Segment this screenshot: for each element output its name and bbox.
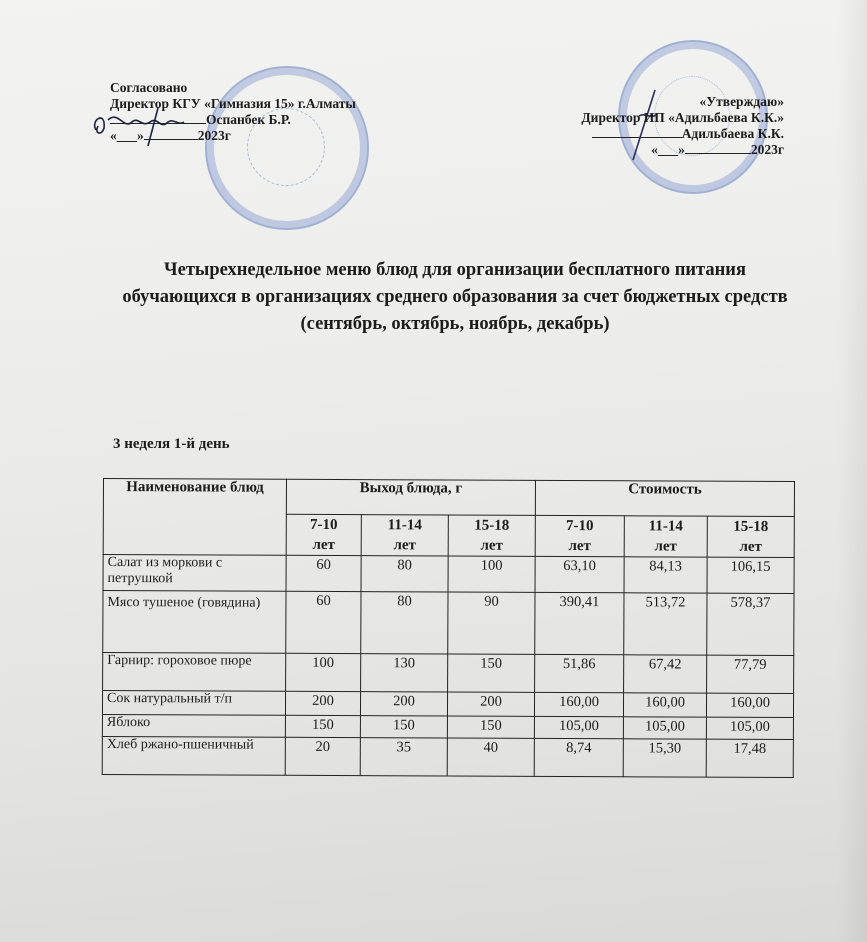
- dish-name: Мясо тушеное (говядина): [103, 591, 286, 654]
- approval-position: Директор КГУ «Гимназия 15» г.Алматы: [110, 96, 356, 111]
- table-row: [103, 555, 794, 594]
- date-month-line: [144, 128, 198, 140]
- table-row: [102, 714, 793, 739]
- date-year: 2023г: [750, 142, 784, 157]
- approver-name: Оспанбек Б.Р.: [206, 112, 291, 127]
- dish-name: Яблоко: [102, 714, 285, 737]
- yield-cell: 130: [361, 654, 448, 692]
- cost-cell: 106,15: [707, 557, 794, 593]
- cost-cell: 513,72: [624, 593, 707, 655]
- yield-cell: 40: [447, 738, 534, 776]
- signature-line: [592, 126, 682, 138]
- approval-heading: Согласовано: [110, 80, 188, 95]
- menu-table: [102, 478, 795, 778]
- approval-block-right: [568, 94, 784, 158]
- yield-cell: 150: [448, 654, 535, 692]
- cost-cell: 105,00: [623, 717, 706, 739]
- cost-cell: 84,13: [624, 557, 707, 593]
- yield-cell: 150: [285, 715, 360, 737]
- date-year: 2023г: [197, 128, 231, 143]
- yield-cell: 35: [360, 738, 447, 776]
- yield-cell: 200: [447, 692, 534, 716]
- yield-cell: 200: [285, 691, 360, 715]
- yield-cell: 20: [285, 737, 360, 775]
- yield-cell: 90: [448, 592, 535, 654]
- cost-cell: 63,10: [535, 556, 624, 592]
- approval-position: Директор ИП «Адильбаева К.К.»: [581, 110, 784, 125]
- yield-cell: 60: [286, 591, 361, 653]
- yield-cell: 150: [360, 716, 447, 738]
- age-header: 11-14 лет: [624, 516, 707, 557]
- approval-heading: «Утверждаю»: [699, 94, 784, 109]
- dish-name: Салат из моркови с петрушкой: [103, 555, 286, 592]
- signature-line: [110, 112, 206, 124]
- age-header: 11-14 лет: [361, 515, 448, 556]
- yield-cell: 100: [286, 653, 361, 691]
- cost-cell: 160,00: [534, 692, 623, 716]
- yield-cell: 80: [361, 592, 448, 654]
- cost-cell: 160,00: [706, 693, 793, 717]
- cost-cell: 105,00: [534, 716, 623, 738]
- date-day: «___»: [110, 128, 144, 143]
- document-title: Четырехнедельное меню блюд для организации бесплатного питания обучающихся в организациях среднего образования за счет бюджетных средств (сентябрь, октябрь, ноябрь, декабрь): [122, 260, 788, 334]
- cost-cell: 390,41: [535, 592, 624, 654]
- table-row: [103, 653, 794, 694]
- age-header: 7-10 лет: [286, 514, 361, 555]
- date-month-line: [685, 142, 751, 154]
- table-row: [102, 736, 793, 777]
- yield-cell: 200: [360, 692, 447, 716]
- cost-cell: 578,37: [707, 593, 794, 655]
- yield-cell: 60: [286, 555, 361, 591]
- yield-cell: 100: [448, 556, 535, 592]
- cost-cell: 15,30: [623, 739, 706, 777]
- table-header-row: [103, 479, 794, 517]
- yield-cell: 80: [361, 556, 448, 592]
- age-header: 7-10 лет: [535, 515, 624, 556]
- header-cost: Стоимость: [535, 480, 794, 516]
- cost-cell: 67,42: [624, 655, 707, 693]
- cost-cell: 51,86: [535, 654, 624, 692]
- table-row: [102, 691, 793, 718]
- cost-cell: 77,79: [707, 655, 794, 693]
- header-dish-name: Наименование блюд: [103, 479, 286, 556]
- table-row: [103, 591, 794, 656]
- dish-name: Хлеб ржано-пшеничный: [102, 736, 285, 775]
- date-day: «___»: [651, 142, 685, 157]
- page-edge-shadow: [837, 0, 867, 942]
- week-day-label: 3 неделя 1-й день: [113, 436, 230, 452]
- cost-cell: 105,00: [706, 717, 793, 739]
- cost-cell: 17,48: [706, 739, 793, 777]
- age-header: 15-18 лет: [448, 515, 535, 556]
- age-header: 15-18 лет: [707, 516, 794, 557]
- dish-name: Сок натуральный т/п: [102, 691, 285, 716]
- approval-block-left: [110, 80, 356, 144]
- dish-name: Гарнир: гороховое пюре: [103, 653, 286, 692]
- cost-cell: 160,00: [623, 693, 706, 717]
- approver-name: Адильбаева К.К.: [681, 126, 784, 141]
- header-yield: Выход блюда, г: [286, 479, 535, 515]
- cost-cell: 8,74: [534, 738, 623, 776]
- yield-cell: 150: [447, 716, 534, 738]
